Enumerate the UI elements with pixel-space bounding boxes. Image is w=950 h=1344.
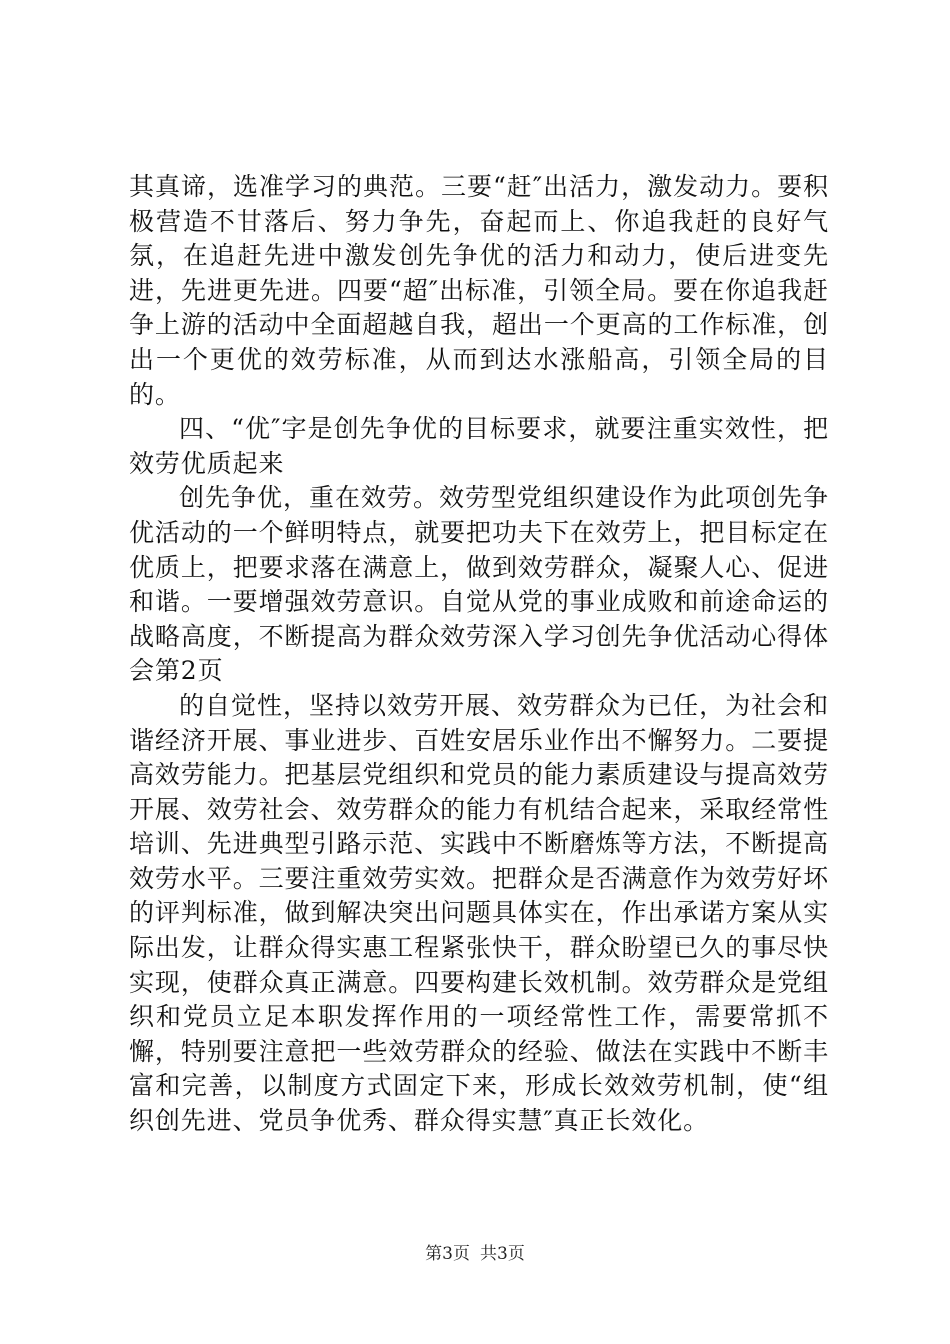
section-heading-4: 四、“优″字是创先争优的目标要求，就要注重实效性，把效劳优质起来: [129, 414, 829, 478]
paragraph-3: 创先争优，重在效劳。效劳型党组织建设作为此项创先争优活动的一个鲜明特点，就要把功夫下在效劳上，把目标定在优质上，把要求落在满意上，做到效劳群众，凝聚人心、促进和谐。一要增强效劳意识。自觉从党的事业成败和前途命运的战略高度，不断提高为群众效劳深入学习创先争优活动心得体会第2页: [129, 483, 829, 686]
paragraph-4: 的自觉性，坚持以效劳开展、效劳群众为已任，为社会和谐经济开展、事业进步、百姓安居乐业作出不懈努力。二要提高效劳能力。把基层党组织和党员的能力素质建设与提高效劳开展、效劳社会、效劳群众的能力有机结合起来，采取经常性培训、先进典型引路示范、实践中不断磨炼等方法，不断提高效劳水平。三要注重效劳实效。把群众是否满意作为效劳好坏的评判标准，做到解决突出问题具体实在，作出承诺方案从实际出发，让群众得实惠工程紧张快干，群众盼望已久的事尽快实现，使群众真正满意。四要构建长效机制。效劳群众是党组织和党员立足本职发挥作用的一项经常性工作，需要常抓不懈，特别要注意把一些效劳群众的经验、做法在实践中不断丰富和完善，以制度方式固定下来，形成长效效劳机制，使“组织创先进、党员争优秀、群众得实慧″真正长效化。: [129, 690, 829, 1136]
page-total: 共3页: [480, 1244, 525, 1264]
page-footer: [0, 1242, 950, 1266]
paragraph-1: 其真谛，选准学习的典范。三要“赶″出活力，激发动力。要积极营造不甘落后、努力争先，奋起而上、你追我赶的良好气氛，在追赶先进中激发创先争优的活力和动力，使后进变先进，先进更先进。四要“超″出标准，引领全局。要在你追我赶争上游的活动中全面超越自我，超出一个更高的工作标准，创出一个更优的效劳标准，从而到达水涨船高，引领全局的目的。: [129, 172, 829, 409]
document-body: [129, 170, 829, 1139]
page-number: 第3页: [425, 1244, 470, 1264]
